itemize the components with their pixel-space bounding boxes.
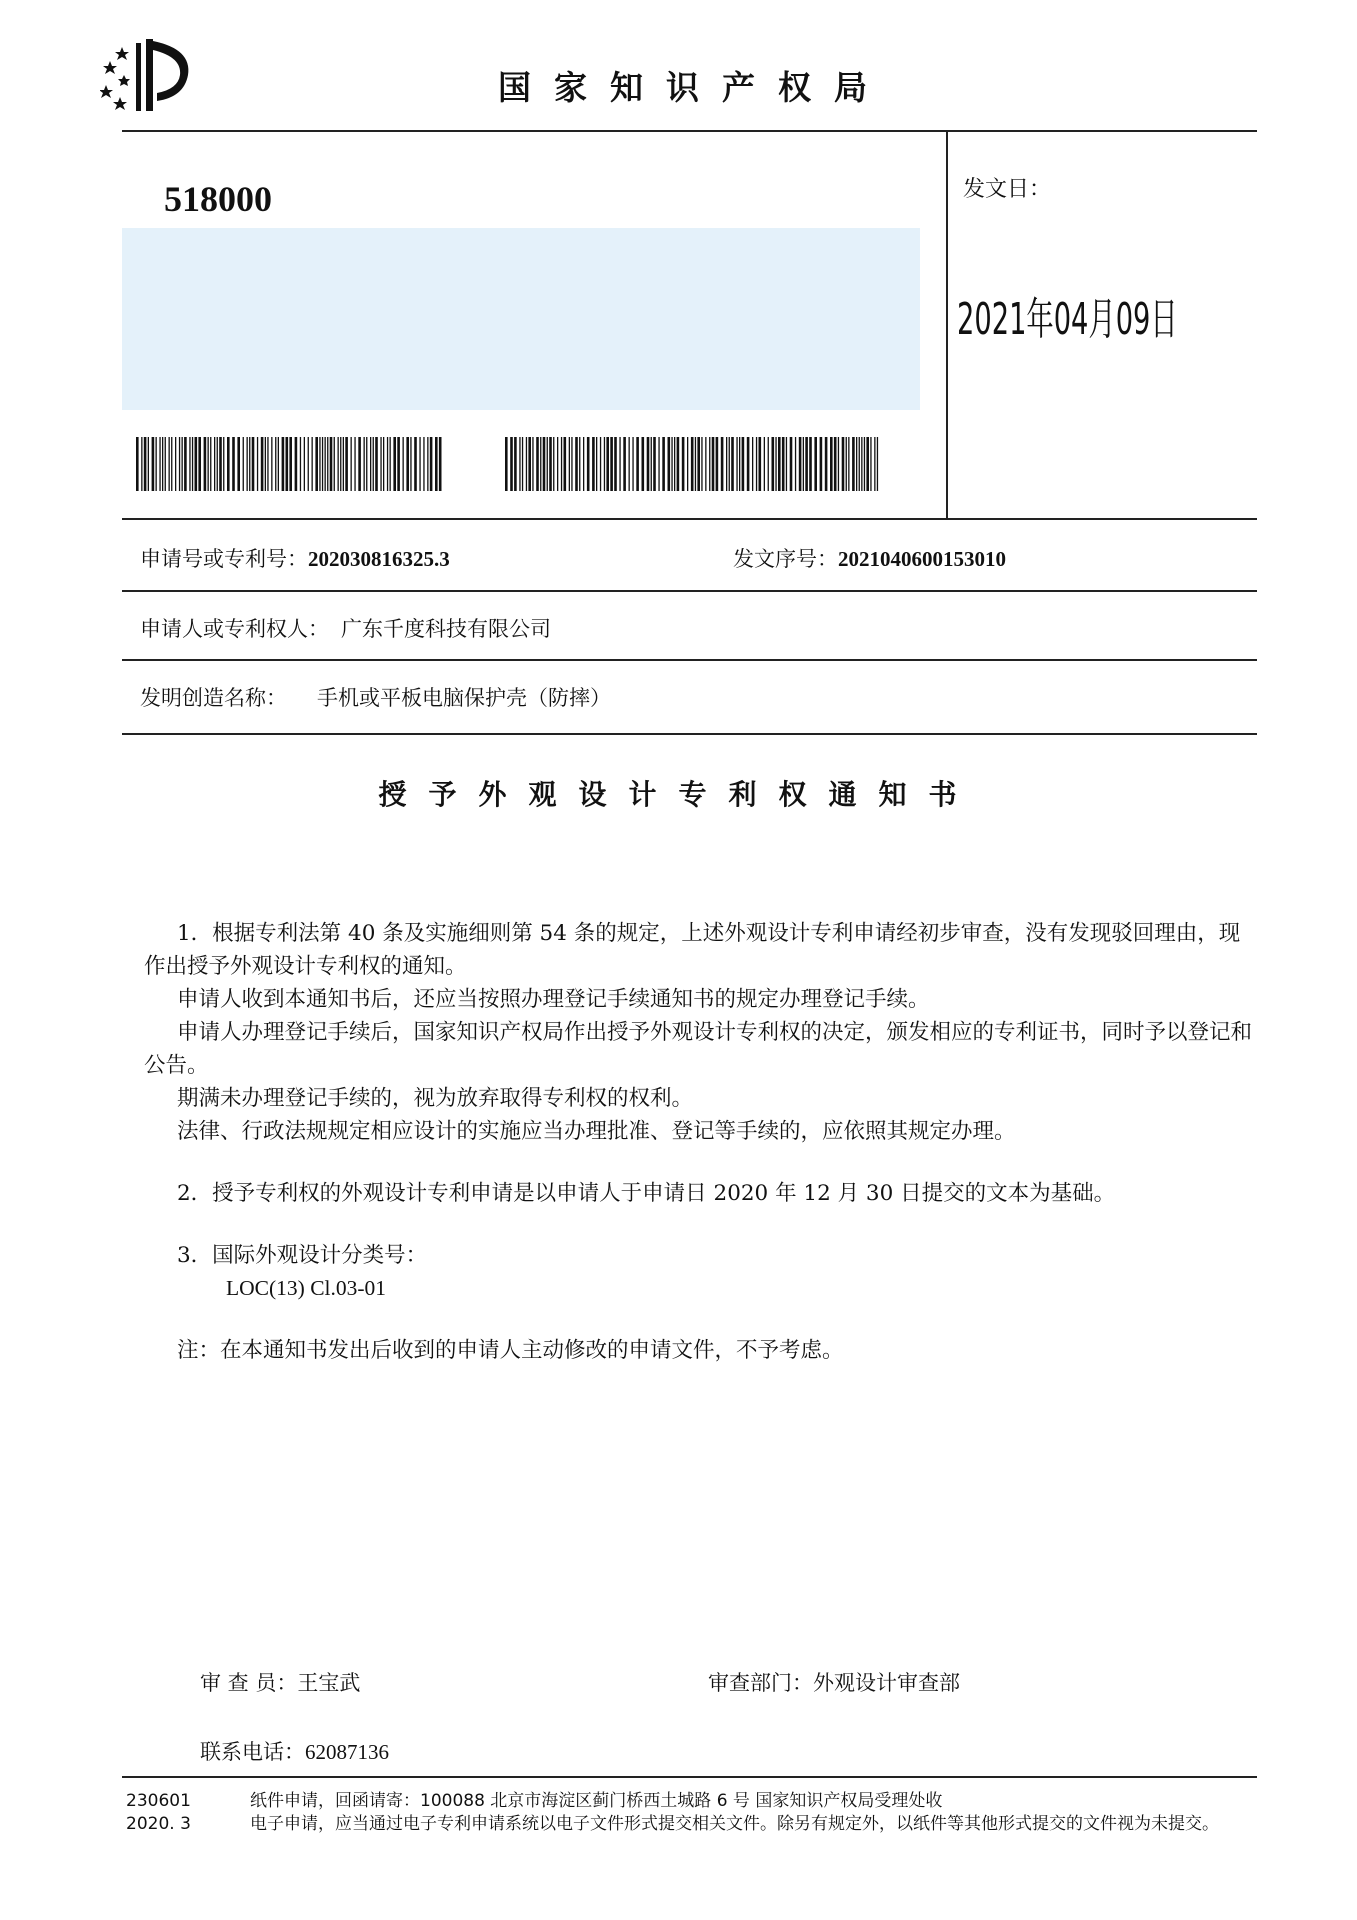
invention-row [140,682,611,712]
recipient-address-box [122,228,920,410]
department [708,1667,960,1697]
footer-code-1: 230601 [126,1791,191,1811]
department-label: 审查部门： [708,1671,813,1695]
body-paragraph-2: 申请人收到本通知书后，还应当按照办理登记手续通知书的规定办理登记手续。 [177,987,930,1012]
app-no-label: 申请号或专利号： [140,547,308,571]
applicant-value: 广东千度科技有限公司 [341,617,551,641]
invention-label: 发明创造名称： [140,686,287,710]
body-paragraph-7: 3．国际外观设计分类号： [177,1243,428,1268]
recipient-postcode: 518000 [164,179,272,219]
examiner [200,1667,360,1697]
barcode-left [136,437,442,491]
header-rule [122,130,1257,132]
classification-code: LOC(13) Cl.03-01 [226,1276,387,1300]
body-paragraph-6: 2．授予专利权的外观设计专利申请是以申请人于申请日 2020 年 12 月 30 日提交的文本为基础。 [177,1181,1116,1206]
department-name: 外观设计审查部 [813,1671,960,1695]
footer-rule [122,1776,1257,1778]
body-paragraph-1: 1．根据专利法第 40 条及实施细则第 54 条的规定，上述外观设计专利申请经初步审查，没有发现驳回理由，现作出授予外观设计专利权的通知。 [144,921,1241,979]
app-no-value: 202030816325.3 [308,547,450,571]
serial-row [733,543,1006,573]
column-divider [946,130,948,518]
issue-date-stamp: 2021年04月09日 [957,294,1178,345]
serial-value: 2021040600153010 [838,547,1006,571]
invention-value: 手机或平板电脑保护壳（防摔） [317,686,611,710]
body-paragraph-5: 法律、行政法规规定相应设计的实施应当办理批准、登记等手续的，应依照其规定办理。 [177,1119,1016,1144]
cnipa-logo [100,35,210,115]
issue-date-label: 发文日： [963,177,1052,202]
body-paragraph-3: 申请人办理登记手续后，国家知识产权局作出授予外观设计专利权的决定，颁发相应的专利证书，同时予以登记和公告。 [144,1020,1253,1078]
barcode-right [505,437,880,491]
phone-label: 联系电话： [200,1740,305,1764]
applicant-label: 申请人或专利权人： [140,617,329,641]
examiner-label: 审 查 员： [200,1671,298,1695]
examiner-name: 王宝武 [297,1671,361,1695]
notice-body [144,917,1256,1367]
notice-title: 授予外观设计专利权通知书 [378,778,979,811]
phone-value: 62087136 [305,1740,389,1764]
body-note: 注：在本通知书发出后收到的申请人主动修改的申请文件，不予考虑。 [177,1338,844,1363]
serial-label: 发文序号： [733,547,838,571]
contact-phone [200,1736,389,1766]
info-rule-bottom [122,733,1257,735]
applicant-row [140,613,551,643]
footer-line-2: 电子申请，应当通过电子专利申请系统以电子文件形式提交相关文件。除另有规定外，以纸件等其他形式提交的文件视为未提交。 [250,1814,1219,1834]
body-paragraph-4: 期满未办理登记手续的，视为放弃取得专利权的权利。 [177,1086,694,1111]
footer-code-2: 2020. 3 [126,1814,191,1834]
info-rule-top [122,518,1257,520]
office-name: 国家知识产权局 [498,68,890,107]
app-no-row [140,543,450,573]
footer-line-1: 纸件申请，回函请寄：100088 北京市海淀区蓟门桥西土城路 6 号 国家知识产权局受理处收 [250,1791,943,1811]
info-rule-1 [122,590,1257,592]
info-rule-2 [122,659,1257,661]
